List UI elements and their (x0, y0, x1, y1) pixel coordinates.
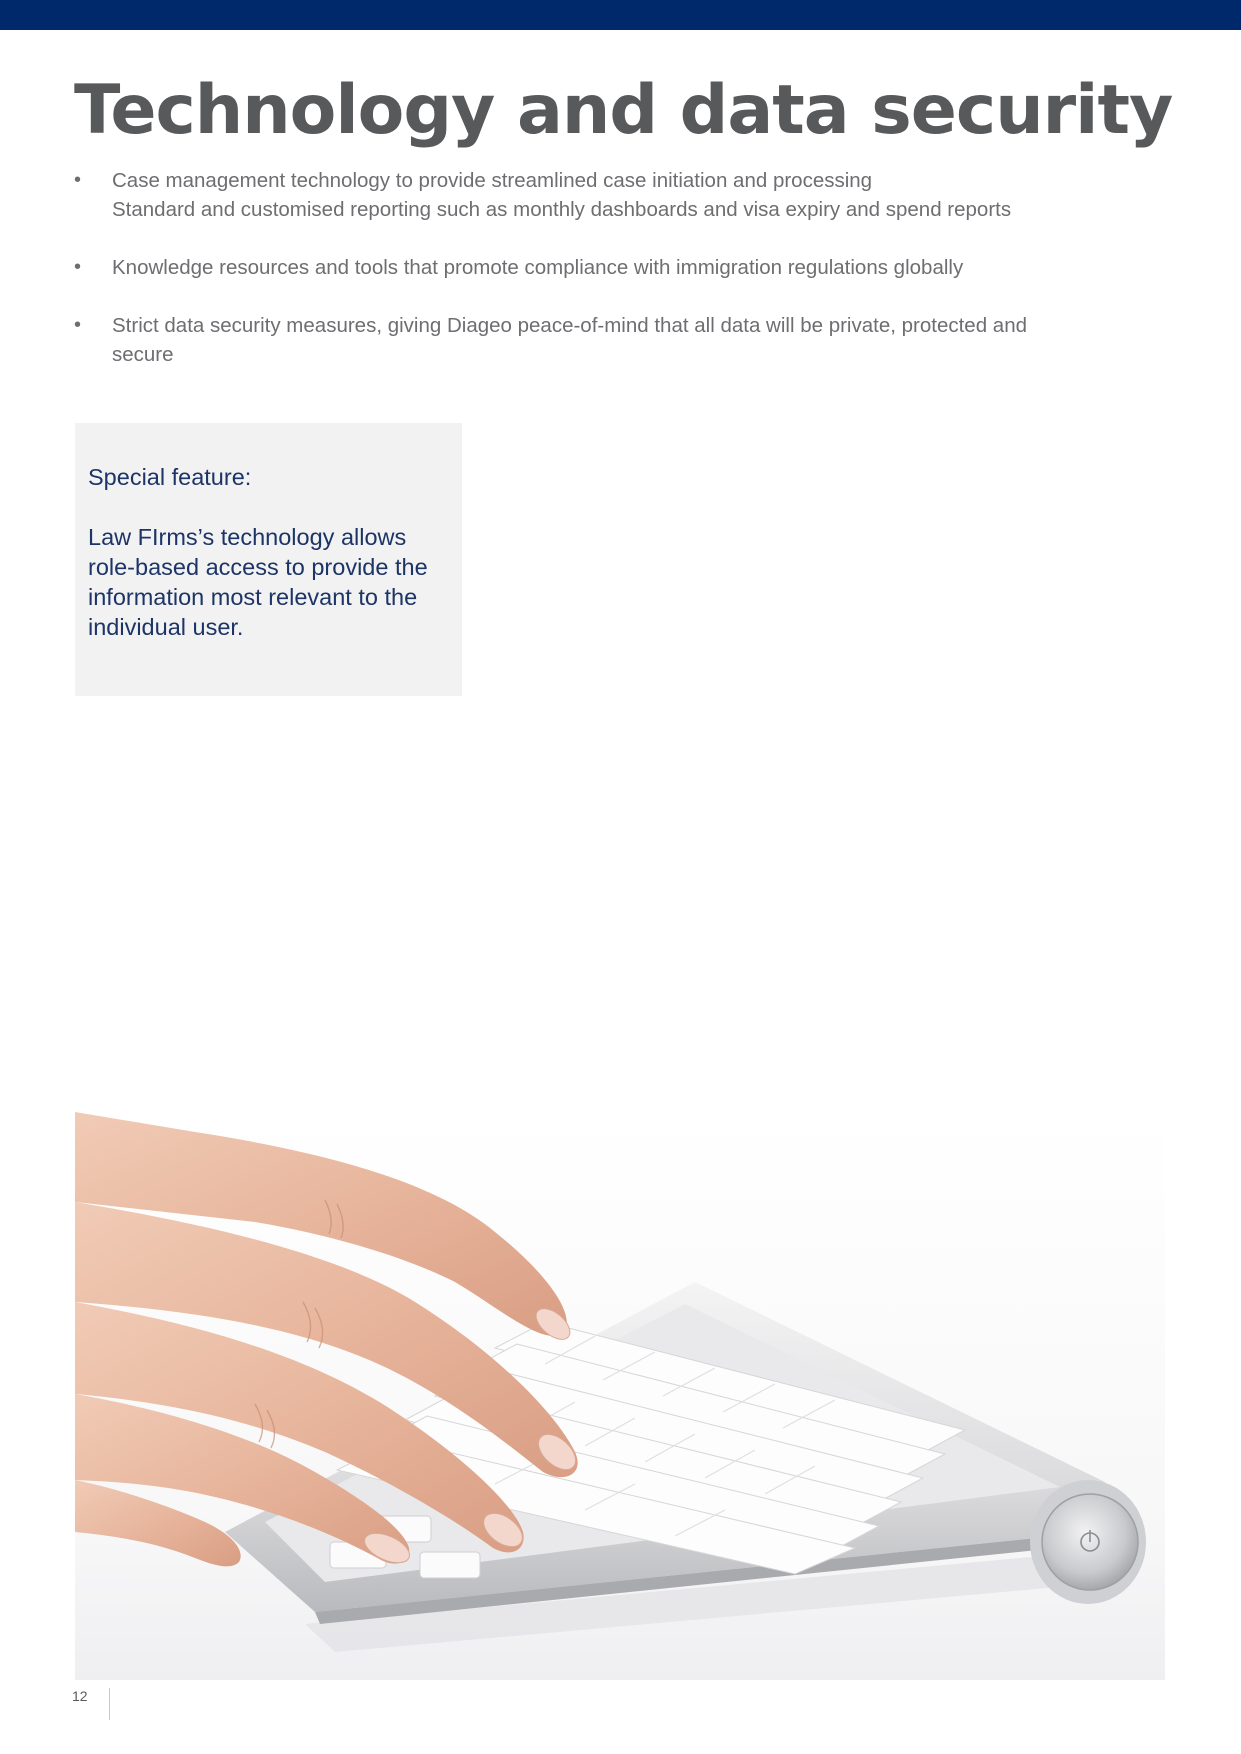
bullet-dot-icon: • (74, 256, 82, 278)
bullet-item (74, 166, 1154, 224)
bullet-text: secure (112, 343, 174, 366)
bullet-text: Case management technology to provide streamlined case initiation and processing (112, 169, 873, 192)
hands-typing-on-keyboard-image (75, 1112, 1165, 1680)
bullet-text: Strict data security measures, giving Diageo peace-of-mind that all data will be private, protected and (112, 314, 1028, 337)
bullet-item (74, 311, 1154, 369)
bullet-dot-icon: • (74, 314, 82, 336)
special-feature-callout (75, 423, 462, 696)
bullet-dot-icon: • (74, 169, 82, 191)
bullet-text: Standard and customised reporting such as monthly dashboards and visa expiry and spend reports (112, 198, 1012, 221)
page-number: 12 (72, 1688, 88, 1704)
feature-heading: Special feature: (88, 464, 252, 490)
footer-divider (109, 1688, 110, 1720)
bullet-item (74, 253, 1154, 282)
bullet-text: Knowledge resources and tools that promote compliance with immigration regulations globally (112, 256, 964, 279)
feature-body: Law FIrms’s technology allows role-based access to provide the information most relevant to the individual user. (88, 524, 428, 640)
page-title: Technology and data security (74, 71, 1173, 150)
top-color-bar (0, 0, 1241, 30)
bullet-list (74, 166, 1154, 398)
